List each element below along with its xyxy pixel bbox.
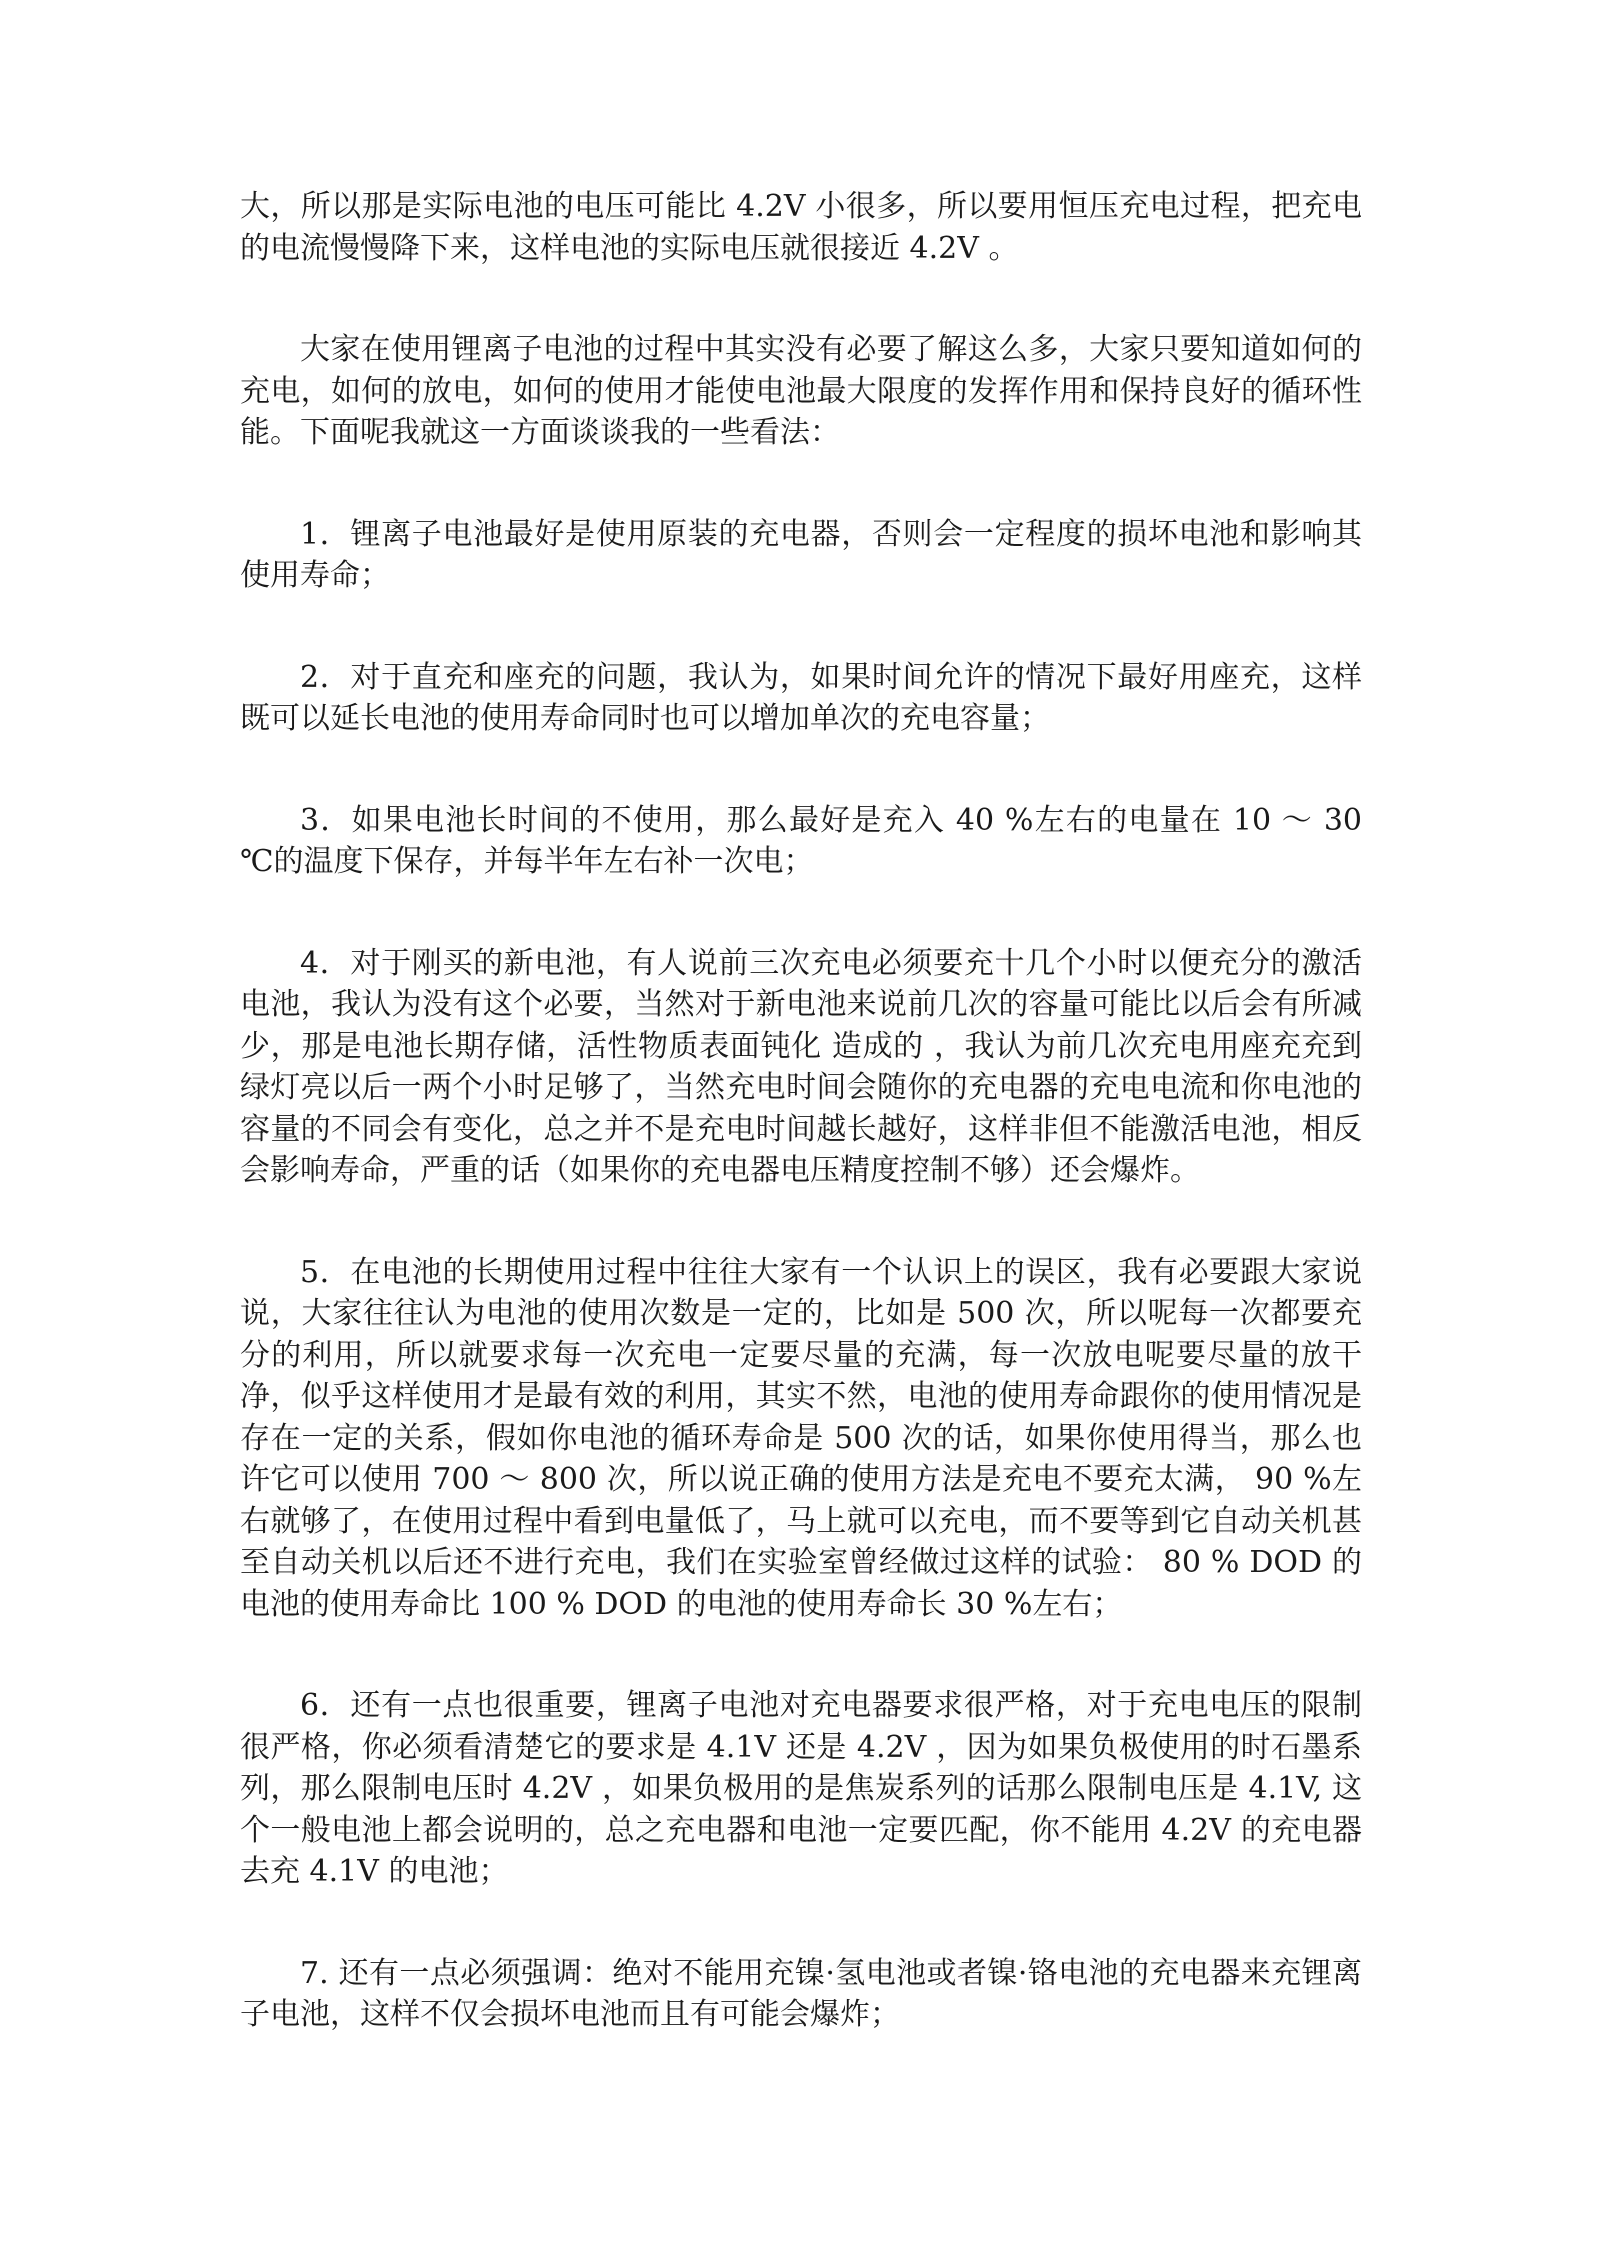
- list-item-2: 2．对于直充和座充的问题，我认为，如果时间允许的情况下最好用座充，这样既可以延长电池的使用寿命同时也可以增加单次的充电容量；: [240, 659, 1362, 736]
- list-item-7: 7. 还有一点必须强调：绝对不能用充镍·氢电池或者镍·铬电池的充电器来充锂离子电池，这样不仅会损坏电池而且有可能会爆炸；: [240, 1955, 1362, 2032]
- paragraph-gap: [240, 1192, 1362, 1252]
- paragraph-gap: [240, 269, 1362, 329]
- paragraph-gap: [240, 1625, 1362, 1685]
- paragraph-gap: [240, 454, 1362, 514]
- paragraph-continuation: 大，所以那是实际电池的电压可能比 4.2V 小很多，所以要用恒压充电过程，把充电的电流慢慢降下来，这样电池的实际电压就很接近 4.2V 。: [240, 189, 1362, 266]
- paragraph-gap: [240, 740, 1362, 800]
- paragraph-gap: [240, 1893, 1362, 1953]
- list-item-5: 5．在电池的长期使用过程中往往大家有一个认识上的误区，我有必要跟大家说说，大家往往认为电池的使用次数是一定的，比如是 500 次，所以呢每一次都要充分的利用，所以就要求每一次充电一定要尽量的充满，每一次放电呢要尽量的放干净，似乎这样使用才是最有效的利用，其实不然，电池的使用寿命跟你的使用情况是存在一定的关系，假如你电池的循环寿命是 500 次的话，如果你使用得当，那么也许它可以使用 700 ～ 800 次，所以说正确的使用方法是充电不要充太满， 90 %左右就够了，在使用过程中看到电量低了，马上就可以充电，而不要等到它自动关机甚至自动关机以后还不进行充电，我们在实验室曾经做过这样的试验： 80 % DOD 的电池的使用寿命比 100 % DOD 的电池的使用寿命长 30 %左右；: [240, 1254, 1362, 1622]
- list-item-6: 6．还有一点也很重要，锂离子电池对充电器要求很严格，对于充电电压的限制很严格，你必须看清楚它的要求是 4.1V 还是 4.2V ，因为如果负极使用的时石墨系列，那么限制电压时 4.2V ，如果负极用的是焦炭系列的话那么限制电压是 4.1V, 这个一般电池上都会说明的，总之充电器和电池一定要匹配，你不能用 4.2V 的充电器去充 4.1V 的电池；: [240, 1688, 1362, 1889]
- list-item-3: 3．如果电池长时间的不使用，那么最好是充入 40 %左右的电量在 10 ～ 30 ℃的温度下保存，并每半年左右补一次电；: [240, 802, 1362, 879]
- list-item-1: 1．锂离子电池最好是使用原装的充电器，否则会一定程度的损坏电池和影响其使用寿命；: [240, 516, 1362, 593]
- paragraph-intro: 大家在使用锂离子电池的过程中其实没有必要了解这么多，大家只要知道如何的充电，如何的放电，如何的使用才能使电池最大限度的发挥作用和保持良好的循环性能。下面呢我就这一方面谈谈我的一些看法：: [240, 332, 1362, 450]
- paragraph-gap: [240, 597, 1362, 657]
- list-item-4: 4．对于刚买的新电池，有人说前三次充电必须要充十几个小时以便充分的激活电池，我认为没有这个必要，当然对于新电池来说前几次的容量可能比以后会有所减少，那是电池长期存储，活性物质表面钝化 造成的 ，我认为前几次充电用座充充到绿灯亮以后一两个小时足够了，当然充电时间会随你的充电器的充电电流和你电池的容量的不同会有变化，总之并不是充电时间越长越好，这样非但不能激活电池，相反会影响寿命，严重的话（如果你的充电器电压精度控制不够）还会爆炸。: [240, 945, 1362, 1188]
- paragraph-gap: [240, 883, 1362, 943]
- document-body: [240, 186, 1362, 2036]
